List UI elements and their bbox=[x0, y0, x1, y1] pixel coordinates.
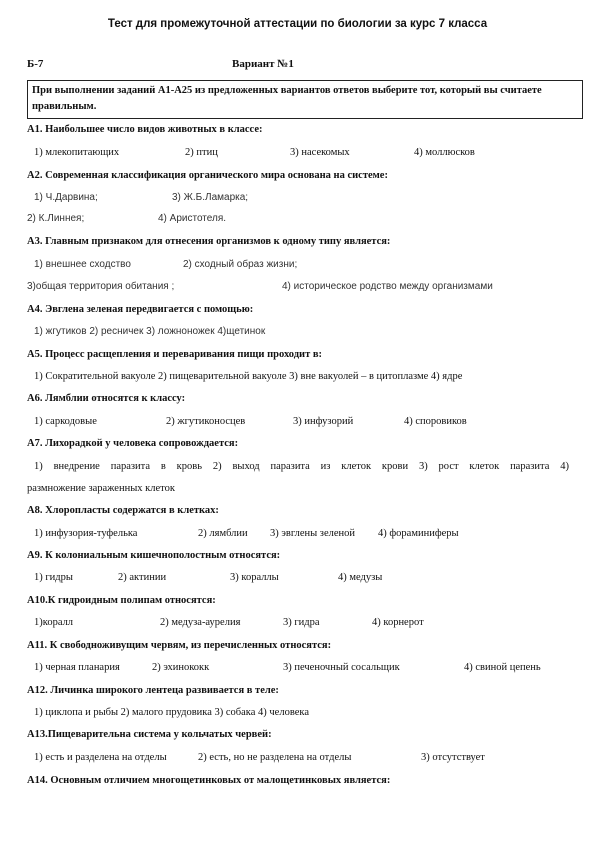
answer-option: 4) историческое родство между организмами bbox=[282, 281, 493, 292]
answer-option: 4) медузы bbox=[338, 572, 383, 583]
answer-option: 2) К.Линнея; bbox=[27, 213, 85, 224]
answer-line: 1) Сократительной вакуоле 2) пищеварительной вакуоле 3) вне вакуолей – в цитоплазме 4) ядре bbox=[34, 371, 463, 382]
answer-option: 3) печеночный сосальщик bbox=[283, 662, 400, 673]
question-a3: А3. Главным признаком для отнесения организмов к одному типу является: bbox=[27, 236, 391, 247]
question-a10: А10.К гидроидным полипам относятся: bbox=[27, 595, 216, 606]
answer-option: 1) инфузория-туфелька bbox=[34, 528, 138, 539]
answer-option: 3) насекомых bbox=[290, 147, 350, 158]
answer-option: 2) лямблии bbox=[198, 528, 248, 539]
question-a9: А9. К колониальным кишечнополостным относятся: bbox=[27, 550, 281, 561]
answer-option: 3) кораллы bbox=[230, 572, 279, 583]
question-a1: А1. Наибольшее число видов животных в классе: bbox=[27, 124, 263, 135]
answer-option: 2) медуза-аурелия bbox=[160, 617, 241, 628]
answer-line: размножение зараженных клеток bbox=[27, 483, 175, 494]
answer-option: 1) есть и разделена на отделы bbox=[34, 752, 167, 763]
answer-option: 1) млекопитающих bbox=[34, 147, 120, 158]
answer-option: 4) свиной цепень bbox=[464, 662, 541, 673]
answer-option: 4) моллюсков bbox=[414, 147, 475, 158]
question-a8: А8. Хлоропласты содержатся в клетках: bbox=[27, 505, 219, 516]
question-a12: А12. Личинка широкого лентеца развивается в теле: bbox=[27, 685, 279, 696]
answer-option: 1) саркодовые bbox=[34, 416, 97, 427]
answer-option: 4) споровиков bbox=[404, 416, 467, 427]
answer-option: 3) инфузорий bbox=[293, 416, 354, 427]
question-a14: А14. Основным отличием многощетинковых от малощетинковых является: bbox=[27, 775, 391, 786]
variant-label: Вариант №1 bbox=[232, 58, 294, 70]
instruction-box: При выполнении заданий А1-А25 из предложенных вариантов ответов выберите тот, который вы считаете правильным. bbox=[27, 80, 583, 119]
answer-option: 3) отсутствует bbox=[421, 752, 485, 763]
answer-option: 3) гидра bbox=[283, 617, 320, 628]
question-a7: А7. Лихорадкой у человека сопровождается: bbox=[27, 438, 239, 449]
answer-option: 1)коралл bbox=[34, 617, 74, 628]
question-a11: А11. К свободноживущим червям, из перечисленных относятся: bbox=[27, 640, 332, 651]
answer-option: 4) Аристотеля. bbox=[158, 213, 227, 224]
answer-option: 3) эвглены зеленой bbox=[270, 528, 356, 539]
answer-option: 3)общая территория обитания ; bbox=[27, 281, 175, 292]
question-a13: А13.Пищеварительна система у кольчатых червей: bbox=[27, 729, 272, 740]
answer-line: 1) внедрение паразита в кровь 2) выход паразита из клеток крови 3) рост клеток паразита 4) bbox=[34, 461, 569, 472]
question-a5: А5. Процесс расщепления и переваривания пищи проходит в: bbox=[27, 349, 323, 360]
answer-option: 4) корнерот bbox=[372, 617, 424, 628]
answer-option: 2) сходный образ жизни; bbox=[183, 259, 298, 270]
answer-option: 2) жгутиконосцев bbox=[166, 416, 246, 427]
question-a4: А4. Эвглена зеленая передвигается с помощью: bbox=[27, 304, 254, 315]
answer-option: 1) черная планария bbox=[34, 662, 120, 673]
answer-option: 2) актинии bbox=[118, 572, 167, 583]
answer-option: 2) птиц bbox=[185, 147, 218, 158]
answer-option: 2) эхинококк bbox=[152, 662, 210, 673]
answer-line: 1) циклопа и рыбы 2) малого прудовика 3) собака 4) человека bbox=[34, 707, 309, 718]
answer-option: 2) есть, но не разделена на отделы bbox=[198, 752, 352, 763]
answer-option: 1) внешнее сходство bbox=[34, 259, 131, 270]
answer-option: 3) Ж.Б.Ламарка; bbox=[172, 192, 249, 203]
question-a6: А6. Лямблии относятся к классу: bbox=[27, 393, 186, 404]
answer-line: 1) жгутиков 2) ресничек 3) ложноножек 4)щетинок bbox=[34, 326, 266, 337]
page-title: Тест для промежуточной аттестации по биологии за курс 7 класса bbox=[107, 18, 488, 30]
answer-option: 4) фораминиферы bbox=[378, 528, 459, 539]
answer-option: 1) Ч.Дарвина; bbox=[34, 192, 98, 203]
question-a2: А2. Современная классификация органического мира основана на системе: bbox=[27, 170, 388, 181]
test-code: Б-7 bbox=[27, 58, 44, 70]
answer-option: 1) гидры bbox=[34, 572, 73, 583]
